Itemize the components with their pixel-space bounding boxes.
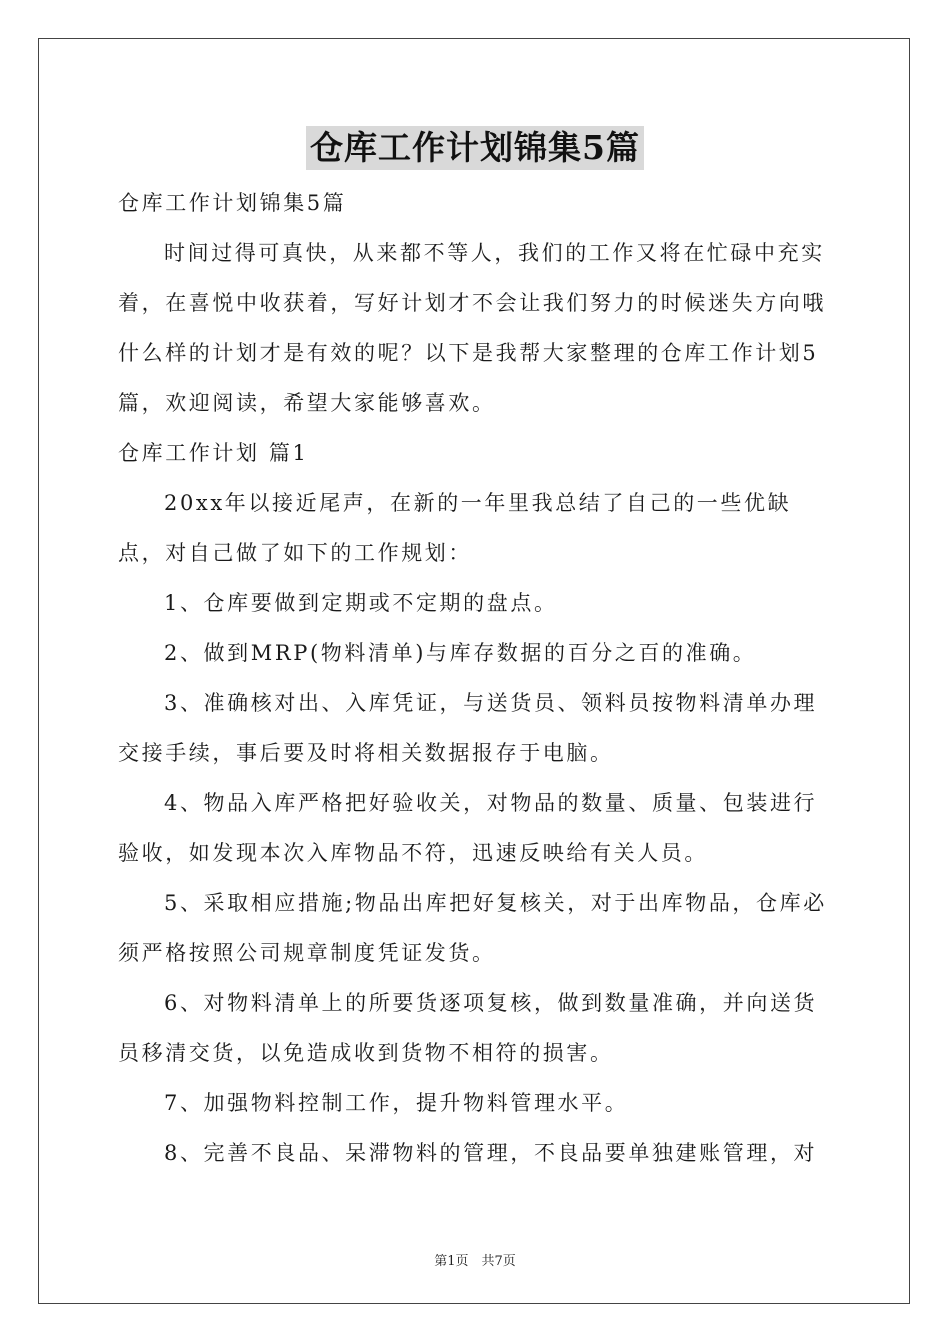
list-item: 7、加强物料控制工作，提升物料管理水平。 [164, 1091, 629, 1115]
document-title: 仓库工作计划锦集5篇 [306, 126, 644, 170]
list-item: 1、仓库要做到定期或不定期的盘点。 [164, 591, 558, 615]
document-body [118, 178, 834, 1178]
title-container [0, 126, 950, 170]
list-item: 3、准确核对出、入库凭证，与送货员、领料员按物料清单办理交接手续，事后要及时将相关数据报存于电脑。 [118, 691, 818, 765]
list-item: 4、物品入库严格把好验收关，对物品的数量、质量、包装进行验收，如发现本次入库物品不符，迅速反映给有关人员。 [118, 791, 818, 865]
list-item: 5、采取相应措施;物品出库把好复核关，对于出库物品，仓库必须严格按照公司规章制度凭证发货。 [118, 891, 827, 965]
body-paragraph: 20xx年以接近尾声，在新的一年里我总结了自己的一些优缺点，对自己做了如下的工作规划： [118, 491, 792, 565]
subtitle-line: 仓库工作计划锦集5篇 [118, 191, 347, 215]
list-item: 8、完善不良品、呆滞物料的管理，不良品要单独建账管理，对 [164, 1141, 818, 1165]
intro-paragraph: 时间过得可真快，从来都不等人，我们的工作又将在忙碌中充实着，在喜悦中收获着，写好计划才不会让我们努力的时候迷失方向哦什么样的计划才是有效的呢？以下是我帮大家整理的仓库工作计划5篇，欢迎阅读，希望大家能够喜欢。 [118, 241, 826, 415]
list-item: 2、做到MRP(物料清单)与库存数据的百分之百的准确。 [164, 641, 757, 665]
page-footer: 第1页 共7页 [434, 1254, 516, 1269]
list-item: 6、对物料清单上的所要货逐项复核，做到数量准确，并向送货员移清交货，以免造成收到货物不相符的损害。 [118, 991, 818, 1065]
section-heading: 仓库工作计划 篇1 [118, 441, 309, 465]
